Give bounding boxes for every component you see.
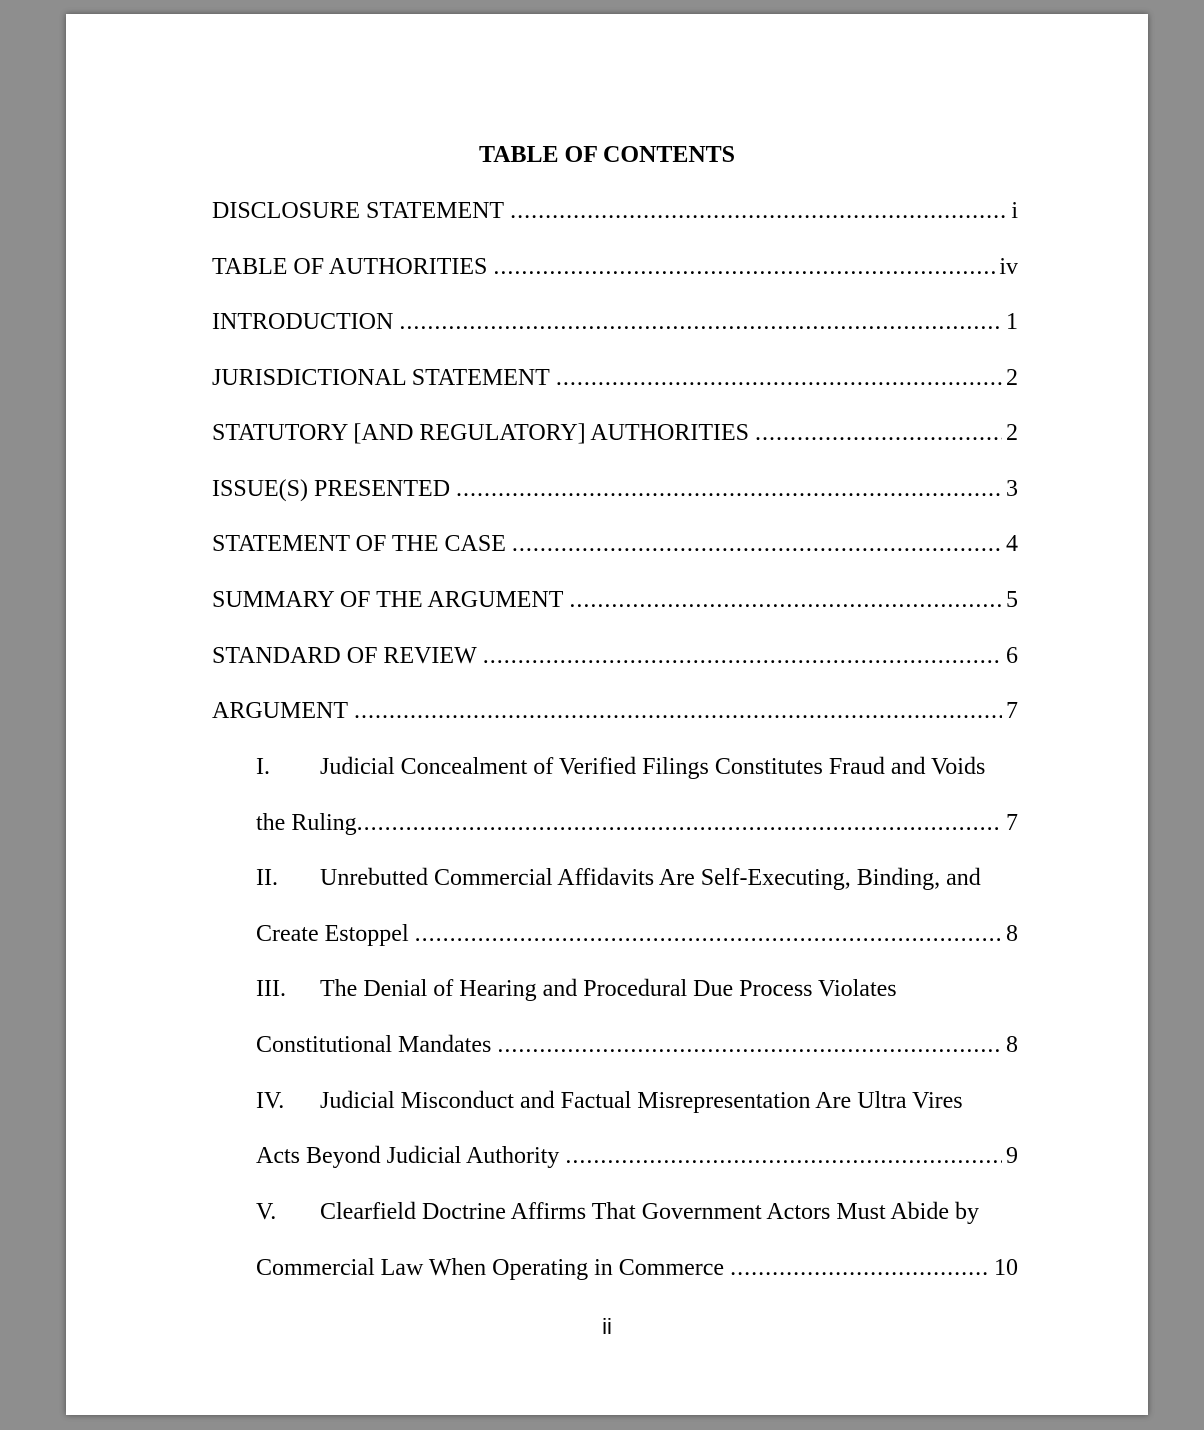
subsection-title-line1: Unrebutted Commercial Affidavits Are Self-Executing, Binding, and [320,865,981,891]
toc-entry-issues[interactable] [212,474,1018,504]
subsection-page: 10 [994,1255,1018,1281]
page-title: TABLE OF CONTENTS [478,142,736,168]
toc-entry-label: STATEMENT OF THE CASE [212,531,506,557]
dot-leader [569,585,1002,615]
subsection-numeral: IV. [256,1088,285,1114]
toc-entry-jurisdictional[interactable] [212,363,1018,393]
toc-entry-argument[interactable] [212,696,1018,726]
dot-leader [565,1141,1002,1171]
dot-leader [354,696,1002,726]
dot-leader [456,474,1002,504]
toc-entry-page: 3 [1006,476,1018,502]
subsection-i-continuation[interactable] [256,808,1018,838]
subsection-title-line2: Constitutional Mandates [256,1032,492,1058]
subsection-page: 9 [1006,1143,1018,1169]
subsection-page: 7 [1006,810,1018,836]
toc-entry-standard-of-review[interactable] [212,641,1018,671]
toc-entry-statement-of-case[interactable] [212,529,1018,559]
subsection-title-line1: Judicial Concealment of Verified Filings Constitutes Fraud and Voids [320,754,986,780]
subsection-title-line1: Clearfield Doctrine Affirms That Government Actors Must Abide by [320,1199,979,1225]
toc-entry-label: ISSUE(S) PRESENTED [212,476,451,502]
dot-leader [510,196,1007,226]
toc-entry-introduction[interactable] [212,307,1018,337]
dot-leader [483,641,1002,671]
subsection-numeral: I. [256,754,270,780]
subsection-title-line2: Commercial Law When Operating in Commerce [256,1255,725,1281]
toc-entry-page: 6 [1006,643,1018,669]
subsection-i-heading[interactable] [256,752,985,782]
subsection-iii-heading[interactable] [256,974,897,1004]
dot-leader [357,808,1002,838]
subsection-iv-continuation[interactable] [256,1141,1018,1171]
dot-leader [755,418,1002,448]
toc-entry-label: INTRODUCTION [212,309,394,335]
dot-leader [399,307,1002,337]
subsection-title-line1: The Denial of Hearing and Procedural Due Process Violates [320,976,897,1002]
subsection-ii-heading[interactable] [256,863,981,893]
dot-leader [730,1253,990,1283]
toc-entry-label: DISCLOSURE STATEMENT [212,198,505,224]
subsection-numeral: III. [256,976,286,1002]
subsection-ii-continuation[interactable] [256,919,1018,949]
dot-leader [493,252,995,282]
toc-entry-page: 2 [1006,420,1018,446]
subsection-title-line1: Judicial Misconduct and Factual Misrepresentation Are Ultra Vires [320,1088,963,1114]
subsection-page: 8 [1006,1032,1018,1058]
toc-entry-page: i [1011,198,1018,224]
subsection-title-line2: Create Estoppel [256,921,409,947]
dot-leader [497,1030,1002,1060]
subsection-v-heading[interactable] [256,1197,979,1227]
toc-entry-page: 5 [1006,587,1018,613]
subsection-iv-heading[interactable] [256,1086,963,1116]
toc-entry-label: STANDARD OF REVIEW [212,643,477,669]
dot-leader [415,919,1002,949]
subsection-numeral: V. [256,1199,277,1225]
subsection-page: 8 [1006,921,1018,947]
document-page [66,14,1148,1415]
toc-entry-disclosure[interactable] [212,196,1018,226]
page-number-footer: ii [602,1314,612,1339]
toc-entry-page: 4 [1006,531,1018,557]
toc-entry-label: STATUTORY [AND REGULATORY] AUTHORITIES [212,420,749,446]
toc-entry-label: ARGUMENT [212,698,348,724]
toc-entry-page: 7 [1006,698,1018,724]
toc-entry-page: 2 [1006,365,1018,391]
subsection-title-line2: Acts Beyond Judicial Authority [256,1143,560,1169]
toc-entry-label: TABLE OF AUTHORITIES [212,254,488,280]
dot-leader [512,529,1002,559]
subsection-numeral: II. [256,865,278,891]
toc-entry-statutory[interactable] [212,418,1018,448]
toc-entry-page: iv [999,254,1018,280]
toc-entry-summary[interactable] [212,585,1018,615]
subsection-title-line2: the Ruling [256,810,357,836]
toc-entry-label: JURISDICTIONAL STATEMENT [212,365,550,391]
toc-entry-label: SUMMARY OF THE ARGUMENT [212,587,564,613]
toc-entry-authorities[interactable] [212,252,1018,282]
dot-leader [556,363,1002,393]
subsection-iii-continuation[interactable] [256,1030,1018,1060]
subsection-v-continuation[interactable] [256,1253,1018,1283]
toc-entry-page: 1 [1006,309,1018,335]
